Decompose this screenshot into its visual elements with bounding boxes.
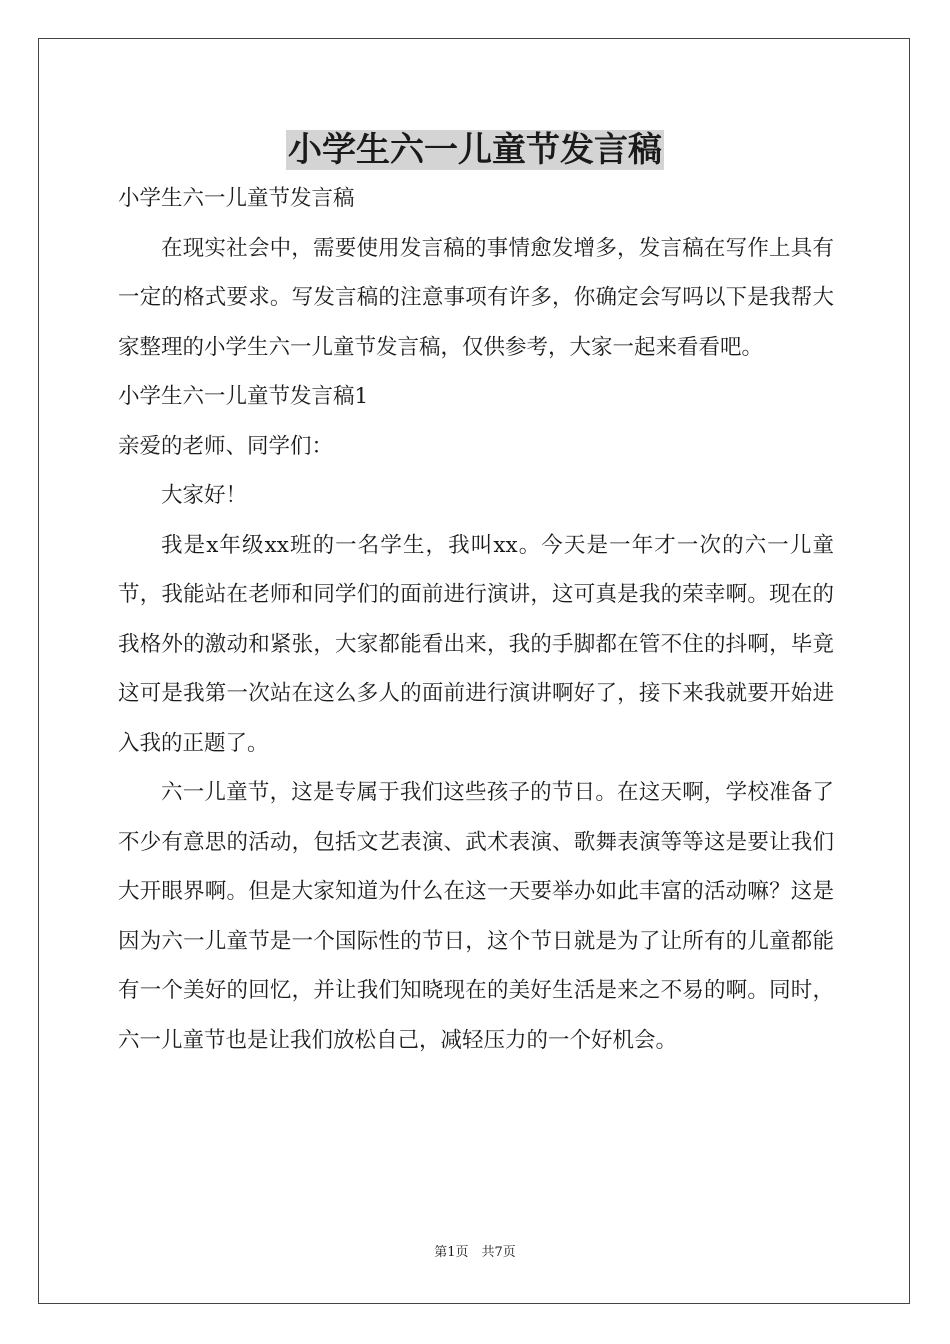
paragraph-body-1: 我是x年级xx班的一名学生，我叫xx。今天是一年才一次的六一儿童节，我能站在老师和同学们的面前进行演讲，这可真是我的荣幸啊。现在的我格外的激动和紧张，大家都能看出来，我的手脚都在管不住的抖啊，毕竟这可是我第一次站在这么多人的面前进行演讲啊好了，接下来我就要开始进入我的正题了。	[118, 532, 834, 756]
paragraph-section-heading: 小学生六一儿童节发言稿1	[118, 384, 369, 409]
paragraph-subtitle: 小学生六一儿童节发言稿	[118, 186, 355, 211]
document-title	[0, 126, 950, 174]
paragraph-intro: 在现实社会中，需要使用发言稿的事情愈发增多，发言稿在写作上具有一定的格式要求。写发言稿的注意事项有许多，你确定会写吗以下是我帮大家整理的小学生六一儿童节发言稿，仅供参考，大家一起来看看吧。	[118, 235, 834, 360]
document-body	[118, 174, 834, 1065]
page-footer	[0, 1244, 950, 1262]
paragraph-greeting: 大家好！	[161, 483, 248, 508]
paragraph-body-2: 六一儿童节，这是专属于我们这些孩子的节日。在这天啊，学校准备了不少有意思的活动，包括文艺表演、武术表演、歌舞表演等等这是要让我们大开眼界啊。但是大家知道为什么在这一天要举办如此丰富的活动嘛？这是因为六一儿童节是一个国际性的节日，这个节日就是为了让所有的儿童都能有一个美好的回忆，并让我们知晓现在的美好生活是来之不易的啊。同时，六一儿童节也是让我们放松自己，减轻压力的一个好机会。	[118, 780, 834, 1053]
paragraph-salutation: 亲爱的老师、同学们：	[118, 433, 334, 459]
page-number: 第1页 共7页	[434, 1245, 516, 1260]
document-title-text: 小学生六一儿童节发言稿	[288, 130, 662, 170]
